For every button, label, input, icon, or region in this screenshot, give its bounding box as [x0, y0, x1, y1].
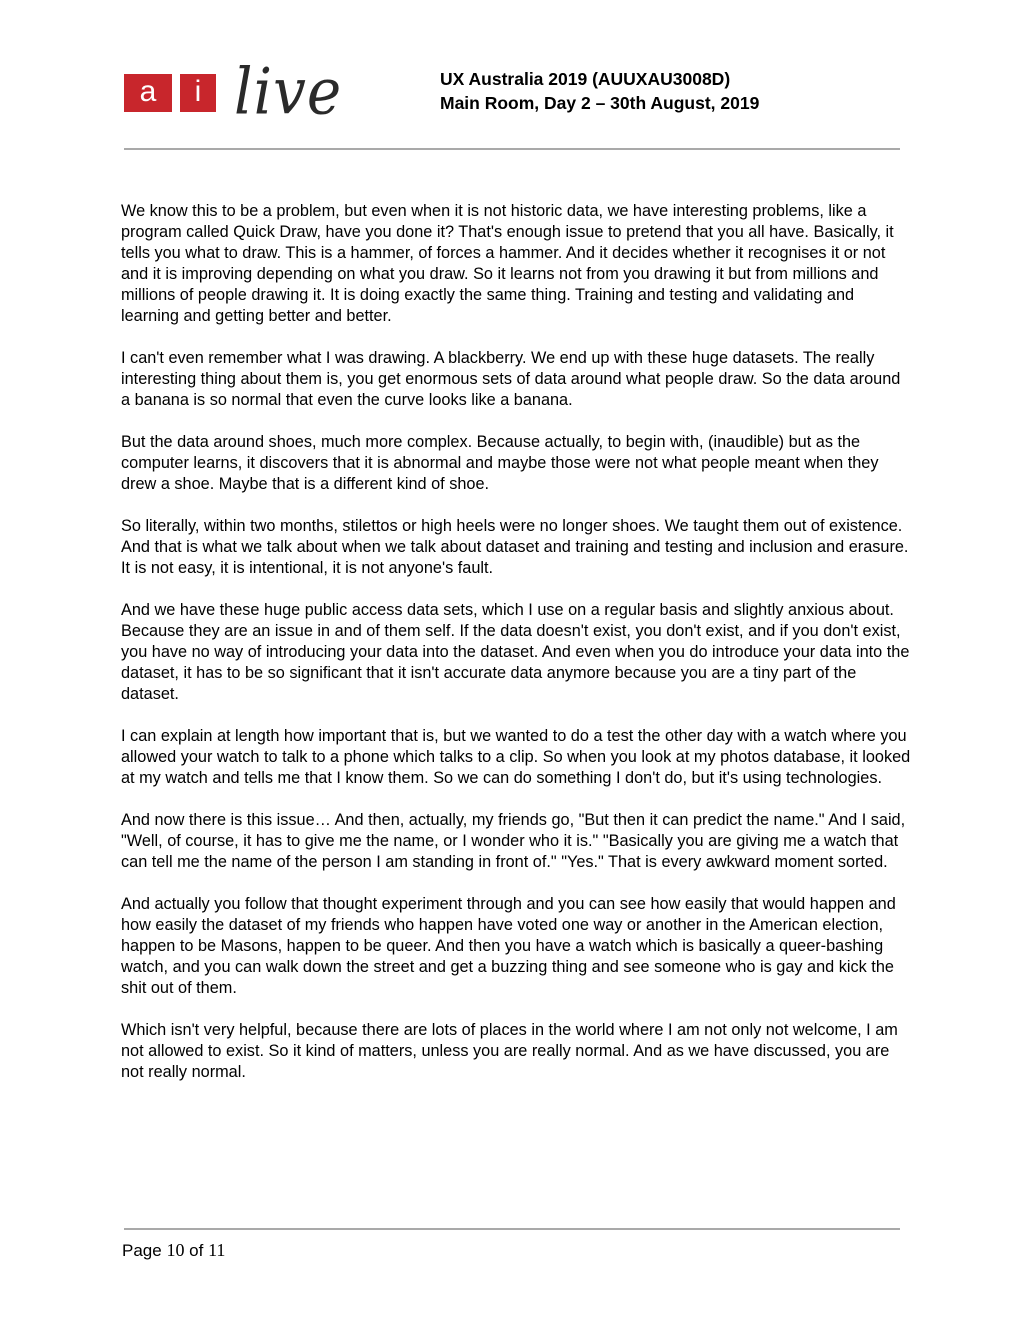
paragraph: And actually you follow that thought experiment through and you can see how easily that would happen and how easily the dataset of my friends who happen have voted one way or another in the American election, happen to be Masons, happen to be queer. And then you have a watch which is basically a queer-bashing watch, and you can walk down the street and get a buzzing thing and see someone who is gay and kick the shit out of them.: [121, 895, 896, 997]
logo-box-i: i: [180, 74, 216, 112]
footer-divider: [124, 1228, 900, 1230]
paragraph: And we have these huge public access data sets, which I use on a regular basis and slightly anxious about. Because they are an issue in and of them self. If the data doesn't exist, you don't exist, and if you don't exist, you have no way of introducing your data into the dataset. And even when you do introduce your data into the dataset, it has to be so significant that it isn't accurate data anymore because you are a tiny part of the dataset.: [121, 601, 910, 703]
logo-box-a: a: [124, 74, 172, 112]
document-header: [440, 67, 759, 115]
paragraph: But the data around shoes, much more complex. Because actually, to begin with, (inaudible) but as the computer learns, it discovers that it is abnormal and maybe those were not what people meant when they drew a shoe. Maybe that is a different kind of shoe.: [121, 433, 879, 493]
paragraph: And now there is this issue… And then, actually, my friends go, "But then it can predict the name." And I said, "Well, of course, it has to give me the name, or I wonder who it is." "Basically you are giving me a watch that can tell me the name of the person I am standing in front of." "Yes." That is every awkward moment sorted.: [121, 811, 906, 871]
paragraph: So literally, within two months, stilettos or high heels were no longer shoes. We taught them out of existence. And that is what we talk about when we talk about dataset and training and testing and inclusion and erasure. It is not easy, it is intentional, it is not anyone's fault.: [121, 517, 909, 577]
header-divider: [124, 148, 900, 150]
current-page-number: 10: [166, 1240, 185, 1260]
ai-live-logo: [124, 54, 344, 132]
logo-live-wordmark: live: [234, 54, 343, 129]
paragraph: I can explain at length how important that is, but we wanted to do a test the other day with a watch where you allowed your watch to talk to a phone which talks to a clip. So when you look at my photos database, it looked at my watch and tells me that I know them. So we can do something I don't do, but it's using technologies.: [121, 727, 911, 787]
paragraph: I can't even remember what I was drawing. A blackberry. We end up with these huge datasets. The really interesting thing about them is, you get enormous sets of data around what people draw. So the data around a banana is so normal that even the curve looks like a banana.: [121, 349, 901, 409]
paragraph: Which isn't very helpful, because there are lots of places in the world where I am not only not welcome, I am not allowed to exist. So it kind of matters, unless you are really normal. And as we have discussed, you are not really normal.: [121, 1021, 898, 1081]
page-label: Page: [122, 1241, 162, 1260]
page-footer: [122, 1240, 225, 1261]
event-title: UX Australia 2019 (AUUXAU3008D): [440, 69, 731, 89]
session-info: Main Room, Day 2 – 30th August, 2019: [440, 93, 760, 113]
of-label: of: [189, 1241, 204, 1260]
paragraph: We know this to be a problem, but even when it is not historic data, we have interesting problems, like a program called Quick Draw, have you done it? That's enough issue to pretend that you all have. Basically, it tells you what to draw. This is a hammer, of forces a hammer. And it decides whether it recognises it or not and it is improving depending on what you draw. So it learns not from you drawing it but from millions and millions of people drawing it. It is doing exactly the same thing. Training and testing and validating and learning and getting better and better.: [121, 202, 894, 325]
total-pages-number: 11: [208, 1240, 226, 1260]
transcript-body: [121, 201, 911, 1104]
